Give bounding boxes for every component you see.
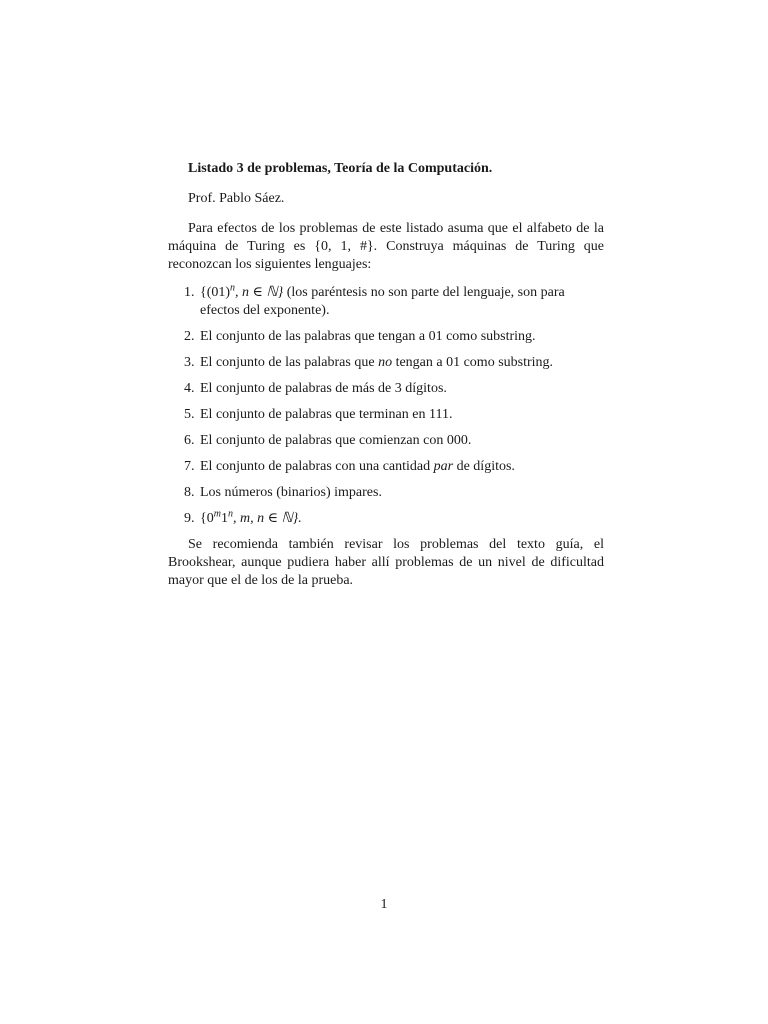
- problem-item: 3. El conjunto de las palabras que no tengan a 01 como substring.: [184, 355, 554, 370]
- problem-item: 8. Los números (binarios) impares.: [184, 485, 382, 500]
- document-author: Prof. Pablo Sáez.: [188, 191, 285, 206]
- emphasis-text: no: [378, 355, 393, 370]
- document-title: Listado 3 de problemas, Teoría de la Computación.: [188, 161, 493, 176]
- problem-math: {0$^m$1$^n$, m, n ∈ ℕ}.: [200, 508, 302, 526]
- closing-paragraph: Se recomienda también revisar los problemas del texto guía, el Brookshear, aunque pudiera haber allí problemas de un nivel de dificultad mayor que el de los de la prueba.: [168, 537, 604, 588]
- problem-item: 9. {0$^m$1$^n$, m, n ∈ ℕ}.: [184, 508, 302, 526]
- problem-item: 7. El conjunto de palabras con una cantidad par de dígitos.: [184, 459, 515, 474]
- problem-item: 5. El conjunto de palabras que terminan en 111.: [184, 407, 453, 422]
- problem-item: 6. El conjunto de palabras que comienzan con 000.: [184, 433, 472, 448]
- problem-item: 4. El conjunto de palabras de más de 3 dígitos.: [184, 381, 447, 396]
- problem-item: 2. El conjunto de las palabras que tengan a 01 como substring.: [184, 329, 536, 344]
- problem-item: 1. {$(01)^n$, n ∈ ℕ} (los paréntesis no son parte del lenguaje, son para efectos del exponente).: [184, 282, 565, 318]
- problem-list: [168, 284, 604, 528]
- page-number: 1: [380, 897, 388, 912]
- problem-math: {$(01)^n$, n ∈ ℕ}: [200, 282, 284, 300]
- intro-paragraph: Para efectos de los problemas de este listado asuma que el alfabeto de la máquina de Turing es {0, 1, #}. Construya máquinas de Turing que reconozcan los siguientes lenguajes:: [168, 221, 604, 272]
- document-body: [168, 160, 604, 590]
- emphasis-text: par: [433, 459, 454, 474]
